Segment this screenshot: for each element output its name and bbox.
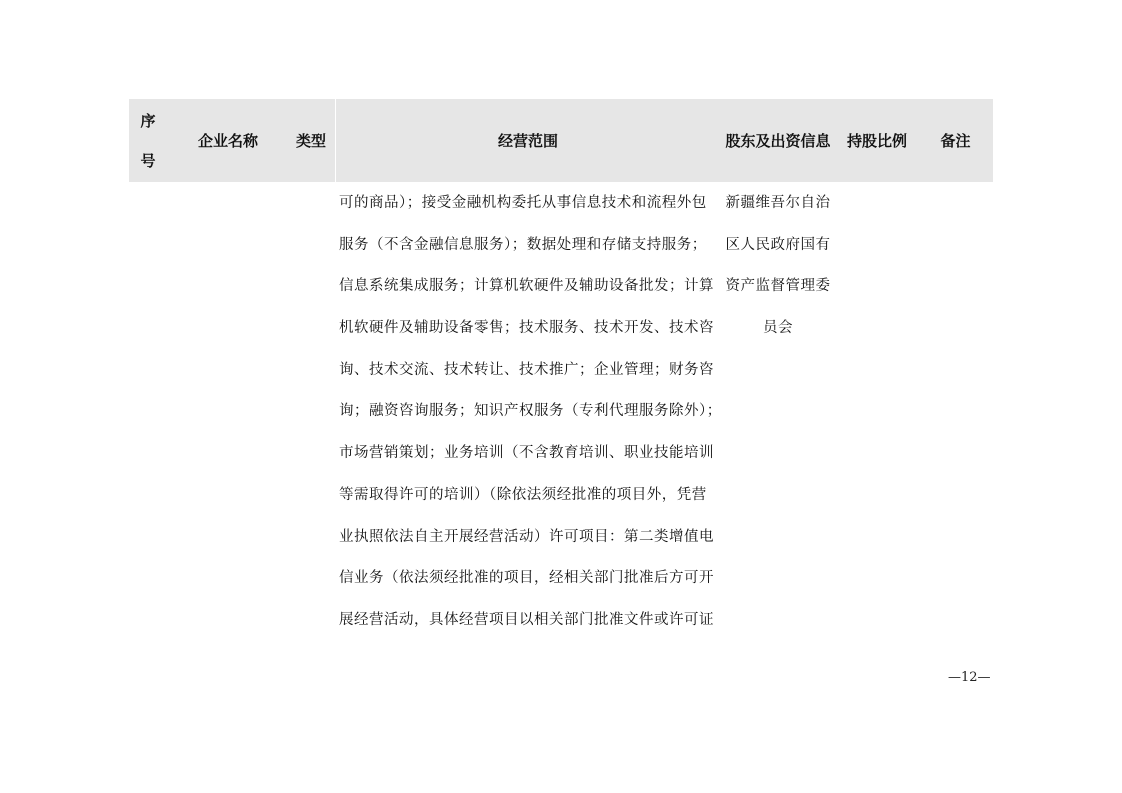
scope-line: 询；融资咨询服务；知识产权服务（专利代理服务除外）；	[339, 403, 722, 420]
header-seq-top: 序	[140, 111, 156, 130]
header-remark: 备注	[940, 132, 971, 150]
scope-line: 可的商品）；接受金融机构委托从事信息技术和流程外包	[339, 195, 707, 211]
shareholder-info-cell	[723, 191, 833, 358]
header-shareholding-ratio: 持股比例	[846, 132, 907, 150]
page-number: —12—	[948, 670, 991, 685]
shareholder-line: 新疆维吾尔自治	[725, 195, 831, 211]
shareholder-line: 员会	[763, 320, 793, 337]
scope-line: 业执照依法自主开展经营活动）许可项目：第二类增值电	[339, 528, 714, 545]
header-shareholder-info: 股东及出资信息	[725, 132, 831, 150]
header-seq-bottom: 号	[140, 151, 156, 170]
scope-line: 等需取得许可的培训）（除依法须经批准的项目外，凭营	[339, 486, 707, 503]
header-seq	[129, 99, 167, 182]
shareholder-line: 资产监督管理委	[725, 278, 831, 295]
business-scope-cell	[339, 191, 722, 650]
shareholder-line: 区人民政府国有	[725, 236, 831, 253]
scope-line: 市场营销策划；业务培训（不含教育培训、职业技能培训	[339, 445, 714, 462]
scope-line: 信业务（依法须经批准的项目，经相关部门批准后方可开	[339, 570, 714, 587]
header-type: 类型	[295, 132, 326, 150]
scope-line: 服务（不含金融信息服务）；数据处理和存储支持服务；	[339, 236, 707, 253]
scope-line: 信息系统集成服务；计算机软硬件及辅助设备批发；计算	[339, 278, 714, 295]
scope-line: 机软硬件及辅助设备零售；技术服务、技术开发、技术咨	[339, 320, 714, 337]
header-company-name: 企业名称	[197, 132, 258, 150]
scope-line: 询、技术交流、技术转让、技术推广；企业管理；财务咨	[339, 361, 714, 378]
table-header-row	[129, 99, 993, 182]
header-business-scope: 经营范围	[497, 132, 558, 150]
scope-line: 展经营活动，具体经营项目以相关部门批准文件或许可证	[339, 611, 714, 628]
